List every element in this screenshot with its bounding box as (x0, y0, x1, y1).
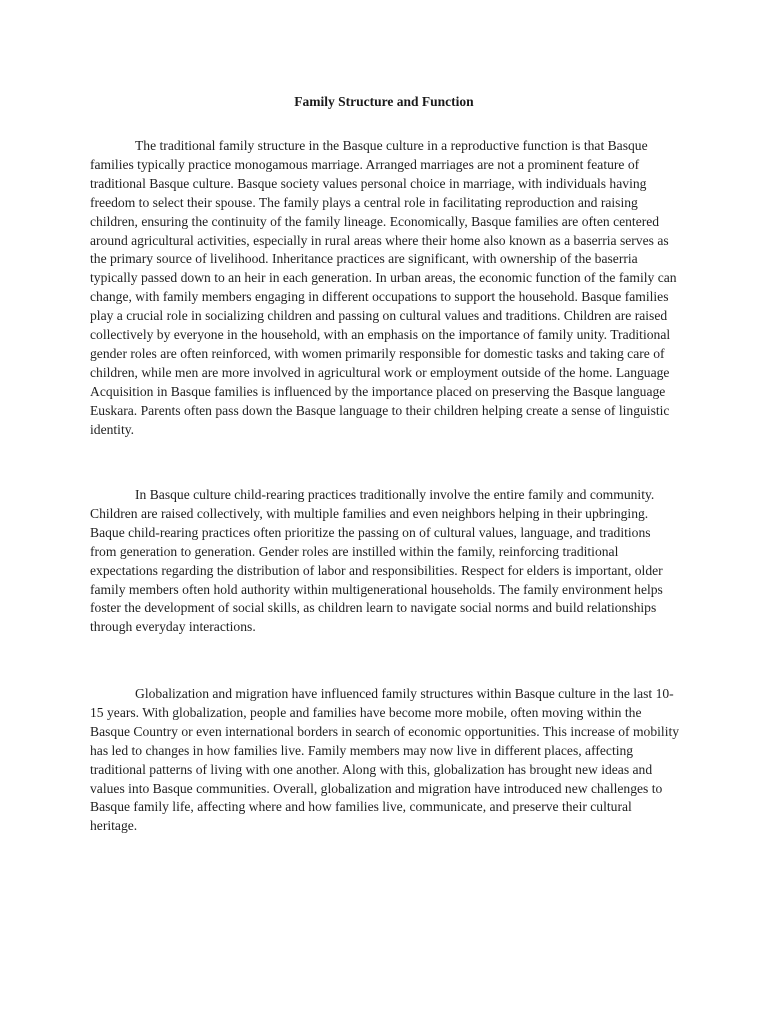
page-title: Family Structure and Function (294, 94, 474, 109)
paragraph-child-rearing: In Basque culture child-rearing practices traditionally involve the entire family and community. Children are raised collectively, with multiple families and even neighbors helping in their upbringing. Baque child-rearing practices often prioritize the passing on of cultural values, language, and traditions from generation to generation. Gender roles are instilled within the family, reinforcing traditional expectations regarding the distribution of labor and responsibilities. Respect for elders is important, older family members often hold authority within multigenerational households. The family environment helps foster the development of social skills, as children learn to navigate social norms and build relationships through everyday interactions. (90, 487, 663, 635)
paragraph-globalization: Globalization and migration have influenced family structures within Basque culture in the last 10-15 years. With globalization, people and families have become more mobile, often moving within the Basque Country or even international borders in search of economic opportunities. This increase of mobility has led to changes in how families live. Family members may now live in different places, affecting traditional patterns of living with one another. Along with this, globalization has brought new ideas and values into Basque communities. Overall, globalization and migration have introduced new challenges to Basque family life, affecting where and how families live, communicate, and preserve their cultural heritage. (90, 686, 680, 834)
paragraph-family-structure: The traditional family structure in the Basque culture in a reproductive function is that Basque families typically practice monogamous marriage. Arranged marriages are not a prominent feature of traditional Basque culture. Basque society values personal choice in marriage, with individuals having freedom to select their spouse. The family plays a central role in facilitating reproduction and raising children, ensuring the continuity of the family lineage. Economically, Basque families are often centered around agricultural activities, especially in rural areas where their home also known as a baserria serves as the primary source of livelihood. Inheritance practices are significant, with ownership of the baserria typically passed down to an heir in each generation. In urban areas, the economic function of the family can change, with family members engaging in different occupations to support the household. Basque families play a crucial role in socializing children and passing on cultural values and traditions. Children are raised collectively by everyone in the household, with an emphasis on the importance of family unity. Traditional gender roles are often reinforced, with women primarily responsible for domestic tasks and taking care of children, while men are more involved in agricultural work or employment outside of the home. Language Acquisition in Basque families is influenced by the importance placed on preserving the Basque language Euskara. Parents often pass down the Basque language to their children helping create a sense of linguistic identity. (90, 138, 677, 437)
